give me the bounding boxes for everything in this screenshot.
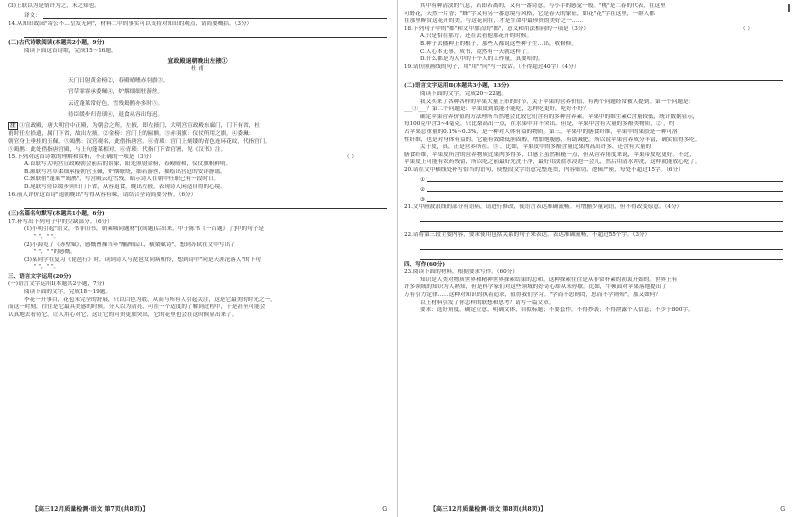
prompt-requirements: 要求：选好角度，确定立意，明确文体，自拟标题；不要套作，不得抄袭；不得泄露个人信息；不少于800字。: [420, 307, 694, 314]
question-14: 14.从知旧故园"寄公不…皇发无阿"，材料二中的事实可以支持对知旧的观点，请简要概括。（3分）: [8, 20, 253, 27]
option-c: C.人心本无事，成书，竟然有一天就这样了。: [420, 48, 533, 55]
passage-line: 我又买来了各种各样的苹果大量上市的时节，关于苹果的营养价值，有两个问题经常被人提到。第一个问题是：: [420, 98, 695, 105]
footer-title: 【高三12月质量检测·语文 第7页(共8页)】: [32, 506, 149, 514]
answer-line: [420, 222, 783, 232]
answer-line: ②: [404, 184, 783, 194]
passage-line: 每100克中含3~4毫克，只比梨高出一点，在水果中并不突出。但是，苹果中含有大量的多酚类物质，② ，约: [404, 121, 675, 128]
question-19: 19.请仿照画线的句子，用"用""问"写一段话。（不得超过40字）（4分）: [404, 63, 580, 70]
prompt-line: 许多领域的知识为人熟知，但是科学家们对这些领域的好奇心却从未停歇。比如，牛顿面对苹果落地提出了: [404, 284, 667, 291]
note-line: 注 ①宣政殿，唐大明宫中正殿，为朝会之所。左掖，即左掖门，大明宫宣政殿东廊门，门下有省，杜: [10, 122, 260, 129]
answer-line: [420, 212, 783, 222]
section-heading: (二)古代诗歌阅读(本题共2小题，9分): [8, 40, 105, 47]
poem-line: 侍臣缓步归青琐⑥，退食从容出每迟。: [68, 112, 164, 119]
passage-line: 可野花，天然一片香；"蜂"字又有另一番意境与风格，它是春天的象征，如花"花"字在这里，一群人都: [404, 10, 655, 17]
note-line: 朝官身上垂挂的玉佩。⑤鳷鹊：汉宫观名，此借指唐宫。⑥青琐：宫门上刻镂的青色连环花纹，代指宫门。: [8, 138, 271, 145]
poem-title: 宣政殿退朝晚出左掖①: [167, 58, 228, 66]
answer-line: [420, 71, 783, 81]
section-heading: 四、写作(60分): [404, 261, 446, 268]
passage-line: ___①___？第二个问题是：苹果皮到底能不能吃，怎样吃更好，吃好不好？: [404, 106, 589, 113]
note-label: 注: [10, 122, 16, 129]
answer-line: 译文：: [8, 11, 387, 21]
passage-line: 占苹果总重量的0.1%~0.3%，是一种对人体有益的物质。第三，苹果中的膳食纤维，苹果中的果胶是一种可溶: [404, 128, 678, 135]
passage-line: 性纤维，也是对身体有益的，它能有效降低胆固醇，增加饱腹感，有助减肥。所以说苹果营养成分丰富，确实值得多吃。: [404, 136, 701, 143]
fill-prompt: (2)小海览了《赤壁赋》，感慨曹操当年"酾酒临江，横槊赋诗"，想到苏轼在文中写出了: [24, 241, 236, 248]
passage-line: 关于皮，真，正是营养所在。③ 。比如，苹果皮中的多酚含量比果肉高出许多，还含有大量的: [420, 144, 652, 151]
option-c: C.颈联借"蓬莱""鳷鹊"，写宫殿云近雪残，暗示诗人在朝中任职已有一段时日。: [24, 176, 220, 183]
section-heading: (三)名篇名句默写(本题共1小题，6分): [8, 211, 105, 218]
answer-line: [24, 199, 387, 209]
question-21: 21.文中画波浪线的部分有语病，请进行修改，使语言表达准确流畅。可增删少量词语，但不得改变原意。（4分）: [404, 204, 683, 211]
question-line: (3)上联以为是情许为之，未之知也。: [8, 3, 100, 9]
answer-line: ③: [404, 194, 783, 204]
poem-author: 杜 甫: [191, 65, 204, 72]
edge-mark: [788, 4, 790, 12]
prompt-line: 万有引力定律……这种对知识的执着追求，值得我们学习。"学而不思则罔，思而不学则殆"，那又如何？: [404, 292, 661, 299]
page-right: [400, 0, 793, 517]
note-line: 甫时任左拾遗，属门下省，故出左掖。②金榜：宫门上的匾额。③赤羽旗：仪仗所用之旗。④委珮：: [8, 130, 255, 137]
passage-line: 苹果皮上可能有农药残留，所以吃之前最好先洗干净，最好用淡盐水浸泡一会儿，然后用清水冲洗，这样就能放心吃了。: [404, 159, 701, 166]
question-17: 17.补写出下列句子中的空缺部分。（6分）: [8, 218, 113, 225]
passage-line: 膳食纤维，苹果皮所含的营养物质比果肉多得多，口感上虽然粗糙一点，但从营养角度来说，苹果带皮吃更好。不过，: [404, 151, 695, 158]
answer-line: [420, 240, 783, 250]
instruction: 阅读下面的文字，完成18～19题。: [24, 289, 111, 296]
question-23: 23.阅读下面的材料，根据要求写作。（60分）: [404, 269, 518, 276]
poem-line: 云近蓬莱常好色，雪残鳷鹊亦多时⑤。: [68, 100, 164, 107]
passage-line: 李花一开事白，花苞未完全的舒展，只以白色为底，从而与所有人引起关注，这是它最美的时光之一，: [24, 296, 276, 303]
fill-blank: " "，" "。: [34, 233, 60, 240]
fill-blank: " "，" "的感慨。: [34, 249, 76, 256]
prompt-line: 知识是人类对物质世界和精神世界探索结果的总和，这种探索往往是从非常朴素的初衷开始的。世界上有: [420, 276, 678, 283]
question-22: 22.请将第三段主要内容，要求使用包括关系的句子来表达，表达准确流畅，不超过55个字。（3分）: [404, 232, 651, 239]
subsection-heading: (一)语言文字运用Ⅰ(本题共2小题，7分): [8, 281, 105, 288]
question-15: 15.下列对这首诗歌的理解和赏析，不正确的一项是（3分） （ ）: [8, 153, 357, 160]
footer-title: 【高三12月质量检测·语文 第8页(共8页)】: [430, 506, 547, 514]
option-a: A.首联写大明宫宣政殿朝会前后的景象，阳光照射金榜，春殿晴和，仪仗旗帜鲜明。: [24, 161, 232, 168]
question-18: 18.下列句子中的"都"和文中加点的"都"，意义和用法相同的一项是（3分） （ ）: [404, 25, 753, 32]
section-heading: 三、语言文字运用(20分): [8, 273, 72, 280]
option-d: D.尾联写侍臣缓步回归门下省，从容退食，晚出左掖，表现诗人闲适自得的心境。: [24, 183, 226, 190]
question-16: 16.前人评价这首诗"退朝晚出"写得从容有味，请结合全诗简要分析。（6分）: [8, 191, 197, 198]
poem-line: 宫草霏霏承委珮④，炉烟细细驻游丝。: [68, 89, 164, 96]
page-divider: [397, 0, 398, 517]
fill-blank: " "，" "。: [34, 264, 60, 271]
passage-line: 认真地去看待它，让人用心对它，这让它的可贵更加突出，它的花里也会在这时候显出来了。: [8, 311, 238, 318]
answer-line: [24, 28, 387, 38]
poem-line: 天门日射黄金榜②，春殿晴曛赤羽旗③。: [68, 77, 169, 84]
answer-line: ①: [404, 174, 783, 184]
passage-line: 其中有种清淡的气息，若即若离的，又有一番诗意，与小手的感觉一般。"桃"是二春的代表，在这里: [420, 3, 666, 9]
note-line: ⑤鳷鹊：此处借指唐宫殿，与上句蓬莱相对。⑥青琐：代指门下省官署，见《汉书》注。: [8, 146, 227, 153]
page-left: [2, 0, 395, 517]
passage-line: 确定苹果营养价值的方法理所当然地会比较它们含有的多种营养素。苹果中的维生素C含量较低，统计数据显示，: [420, 113, 699, 120]
footer-mark: G: [780, 506, 785, 514]
instruction: 阅读下面这首诗歌，完成15～16题。: [24, 47, 117, 54]
passage-line: 在那里醉赏这花开的美。与这花同在，才是生命中最珍贵的美好之一……: [404, 18, 584, 25]
option-d: D.什么都是为人中的十个人的工作量，真要哈的。: [420, 56, 544, 63]
prompt-question: 以上材料引发了你怎样的联想和思考？请写一篇文章。: [420, 299, 555, 306]
fill-prompt: (1)小明引起"语文，书非旧书，朝乘城同题材"[(间题)后出来，中于陈书《一百题》了]中的句子是: [24, 226, 264, 233]
option-b: B.种子去播种上的根子，那些人都说这些种子生…出，收修修。: [420, 40, 577, 47]
answer-line: [420, 250, 783, 260]
footer-mark: G: [382, 506, 387, 514]
fill-prompt: (3)某同学在复习《琵琶行》时，读到诗人与琵琶女同病相怜，想到诗中"同是天涯沦落人"的下句: [24, 256, 261, 263]
option-a: A.只是恰在那方，还在去看他那花开的时候。: [420, 33, 533, 40]
option-b: B.颔联写宫草柔细承接朝官玉佩，炉烟缭绕，细若游丝，描绘出宫廷的安详静谧。: [24, 168, 226, 175]
instruction: 阅读下面的文字，完成20～22题。: [420, 90, 507, 97]
passage-line: 而这一时刻，往往是它最具美感的时候。分人以为清亮，可在一个适度的了解到过程中，于是甚至可能会: [8, 304, 266, 311]
page-footer: [2, 506, 395, 514]
page-footer: [400, 506, 793, 514]
subsection-heading: (二)语言文字运用Ⅱ(本题共3小题，13分): [404, 83, 510, 90]
question-20: 20.请在文中横线处补写恰当的语句，使整段文字语意完整连贯，内容贴切，逻辑严密，每处不超过15字。（6分）: [404, 166, 684, 173]
